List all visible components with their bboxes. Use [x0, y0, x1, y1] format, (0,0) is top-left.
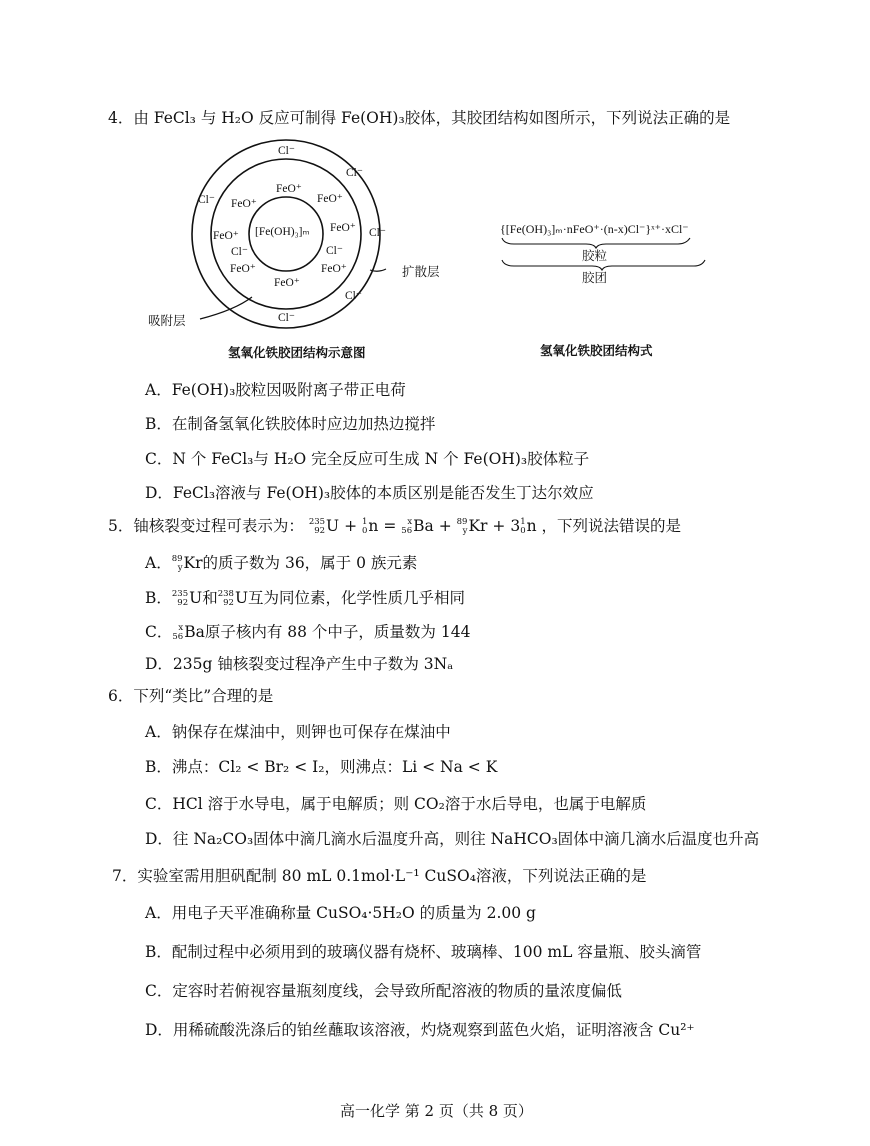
q4-option-b: B．在制备氢氧化铁胶体时应边加热边搅拌 — [145, 415, 436, 433]
nuclide-kr: 89 y Kr — [456, 517, 488, 536]
q7-stem: 7．实验室需用胆矾配制 80 mL 0.1mol·L⁻¹ CuSO₄溶液，下列说法正确的是 — [112, 867, 647, 885]
ion-feo: FeO⁺ — [230, 263, 256, 275]
ion-cl: Cl⁻ — [198, 194, 215, 206]
q6-option-b: B．沸点：Cl₂ < Br₂ < I₂，则沸点：Li < Na < K — [145, 758, 498, 776]
q5-stem — [108, 516, 681, 536]
q7-option-c: C．定容时若俯视容量瓶刻度线，会导致所配溶液的物质的量浓度偏低 — [145, 982, 622, 1000]
q5-option-d: D．235g 铀核裂变过程净产生中子数为 3Nₐ — [145, 655, 454, 673]
nuclide-ba: x 56 Ba — [401, 517, 434, 536]
q4-option-a: A．Fe(OH)₃胶粒因吸附离子带正电荷 — [145, 381, 406, 399]
ion-feo: FeO⁺ — [213, 230, 239, 242]
q7-option-d: D．用稀硫酸洗涤后的铂丝蘸取该溶液，灼烧观察到蓝色火焰，证明溶液含 Cu²⁺ — [145, 1021, 695, 1039]
nuclide-u235: 235 92 U — [308, 517, 340, 536]
ion-feo: FeO⁺ — [274, 277, 300, 289]
q7-option-b: B．配制过程中必须用到的玻璃仪器有烧杯、玻璃棒、100 mL 容量瓶、胶头滴管 — [145, 943, 702, 961]
ion-feo: FeO⁺ — [330, 222, 356, 234]
q5-stem-suffix: ，下列说法错误的是 — [541, 517, 682, 535]
q5-option-a: A． 89 y Kr的质子数为 36，属于 0 族元素 — [145, 554, 418, 573]
ion-cl: Cl⁻ — [346, 167, 363, 179]
ion-cl: Cl⁻ — [278, 312, 295, 324]
ion-cl: Cl⁻ — [369, 227, 386, 239]
nuclide-neutron: 1 0 n — [362, 517, 379, 536]
ion-cl: Cl⁻ — [345, 290, 362, 302]
nuclide-neutron: 1 0 n — [520, 517, 537, 536]
q7-option-a: A．用电子天平准确称量 CuSO₄·5H₂O 的质量为 2.00 g — [145, 904, 536, 922]
label-adsorption-layer: 吸附层 — [148, 313, 186, 328]
q6-stem: 6．下列“类比”合理的是 — [108, 687, 274, 705]
q6-option-d: D．往 Na₂CO₃固体中滴几滴水后温度升高，则往 NaHCO₃固体中滴几滴水后温度也升高 — [145, 830, 760, 848]
ion-cl: Cl⁻ — [278, 145, 295, 157]
q4-option-c: C．N 个 FeCl₃与 H₂O 完全反应可生成 N 个 Fe(OH)₃胶体粒子 — [145, 450, 590, 468]
colloid-core: [Fe(OH)₃]ₘ — [255, 226, 310, 238]
ion-feo: FeO⁺ — [231, 198, 257, 210]
caption-structure-formula: 氢氧化铁胶团结构式 — [540, 343, 653, 358]
page-footer: 高一化学 第 2 页（共 8 页） — [340, 1102, 533, 1120]
ion-feo: FeO⁺ — [276, 183, 302, 195]
caption-structure-diagram: 氢氧化铁胶团结构示意图 — [228, 345, 366, 360]
q5-stem-prefix: 5．铀核裂变过程可表示为： — [108, 517, 304, 535]
q4-option-d: D．FeCl₃溶液与 Fe(OH)₃胶体的本质区别是能否发生丁达尔效应 — [145, 484, 594, 502]
q6-option-c: C．HCl 溶于水导电，属于电解质；则 CO₂溶于水后导电，也属于电解质 — [145, 795, 647, 813]
ion-feo: FeO⁺ — [317, 193, 343, 205]
ion-feo: FeO⁺ — [321, 263, 347, 275]
ion-cl: Cl⁻ — [326, 245, 343, 257]
colloid-formula: {[Fe(OH)₃]ₘ·nFeO⁺·(n-x)Cl⁻}ˣ⁺·xCl⁻ — [500, 222, 689, 236]
ion-cl: Cl⁻ — [231, 246, 248, 258]
q4-stem: 4．由 FeCl₃ 与 H₂O 反应可制得 Fe(OH)₃胶体，其胶团结构如图所示，下列说法正确的是 — [108, 109, 731, 127]
q5-option-c: C． x 56 Ba原子核内有 88 个中子，质量数为 144 — [145, 623, 471, 642]
fission-equation: 235 92 U + 1 0 n = x 56 Ba + 89 y Kr + 3 1 0 n — [308, 517, 537, 536]
label-colloid-particle: 胶粒 — [582, 248, 608, 263]
label-diffuse-layer: 扩散层 — [402, 264, 440, 279]
q5-option-b: B． 235 92 U和 238 92 U互为同位素，化学性质几乎相同 — [145, 589, 466, 608]
label-micelle: 胶团 — [582, 270, 608, 285]
q6-option-a: A．钠保存在煤油中，则钾也可保存在煤油中 — [145, 723, 451, 741]
